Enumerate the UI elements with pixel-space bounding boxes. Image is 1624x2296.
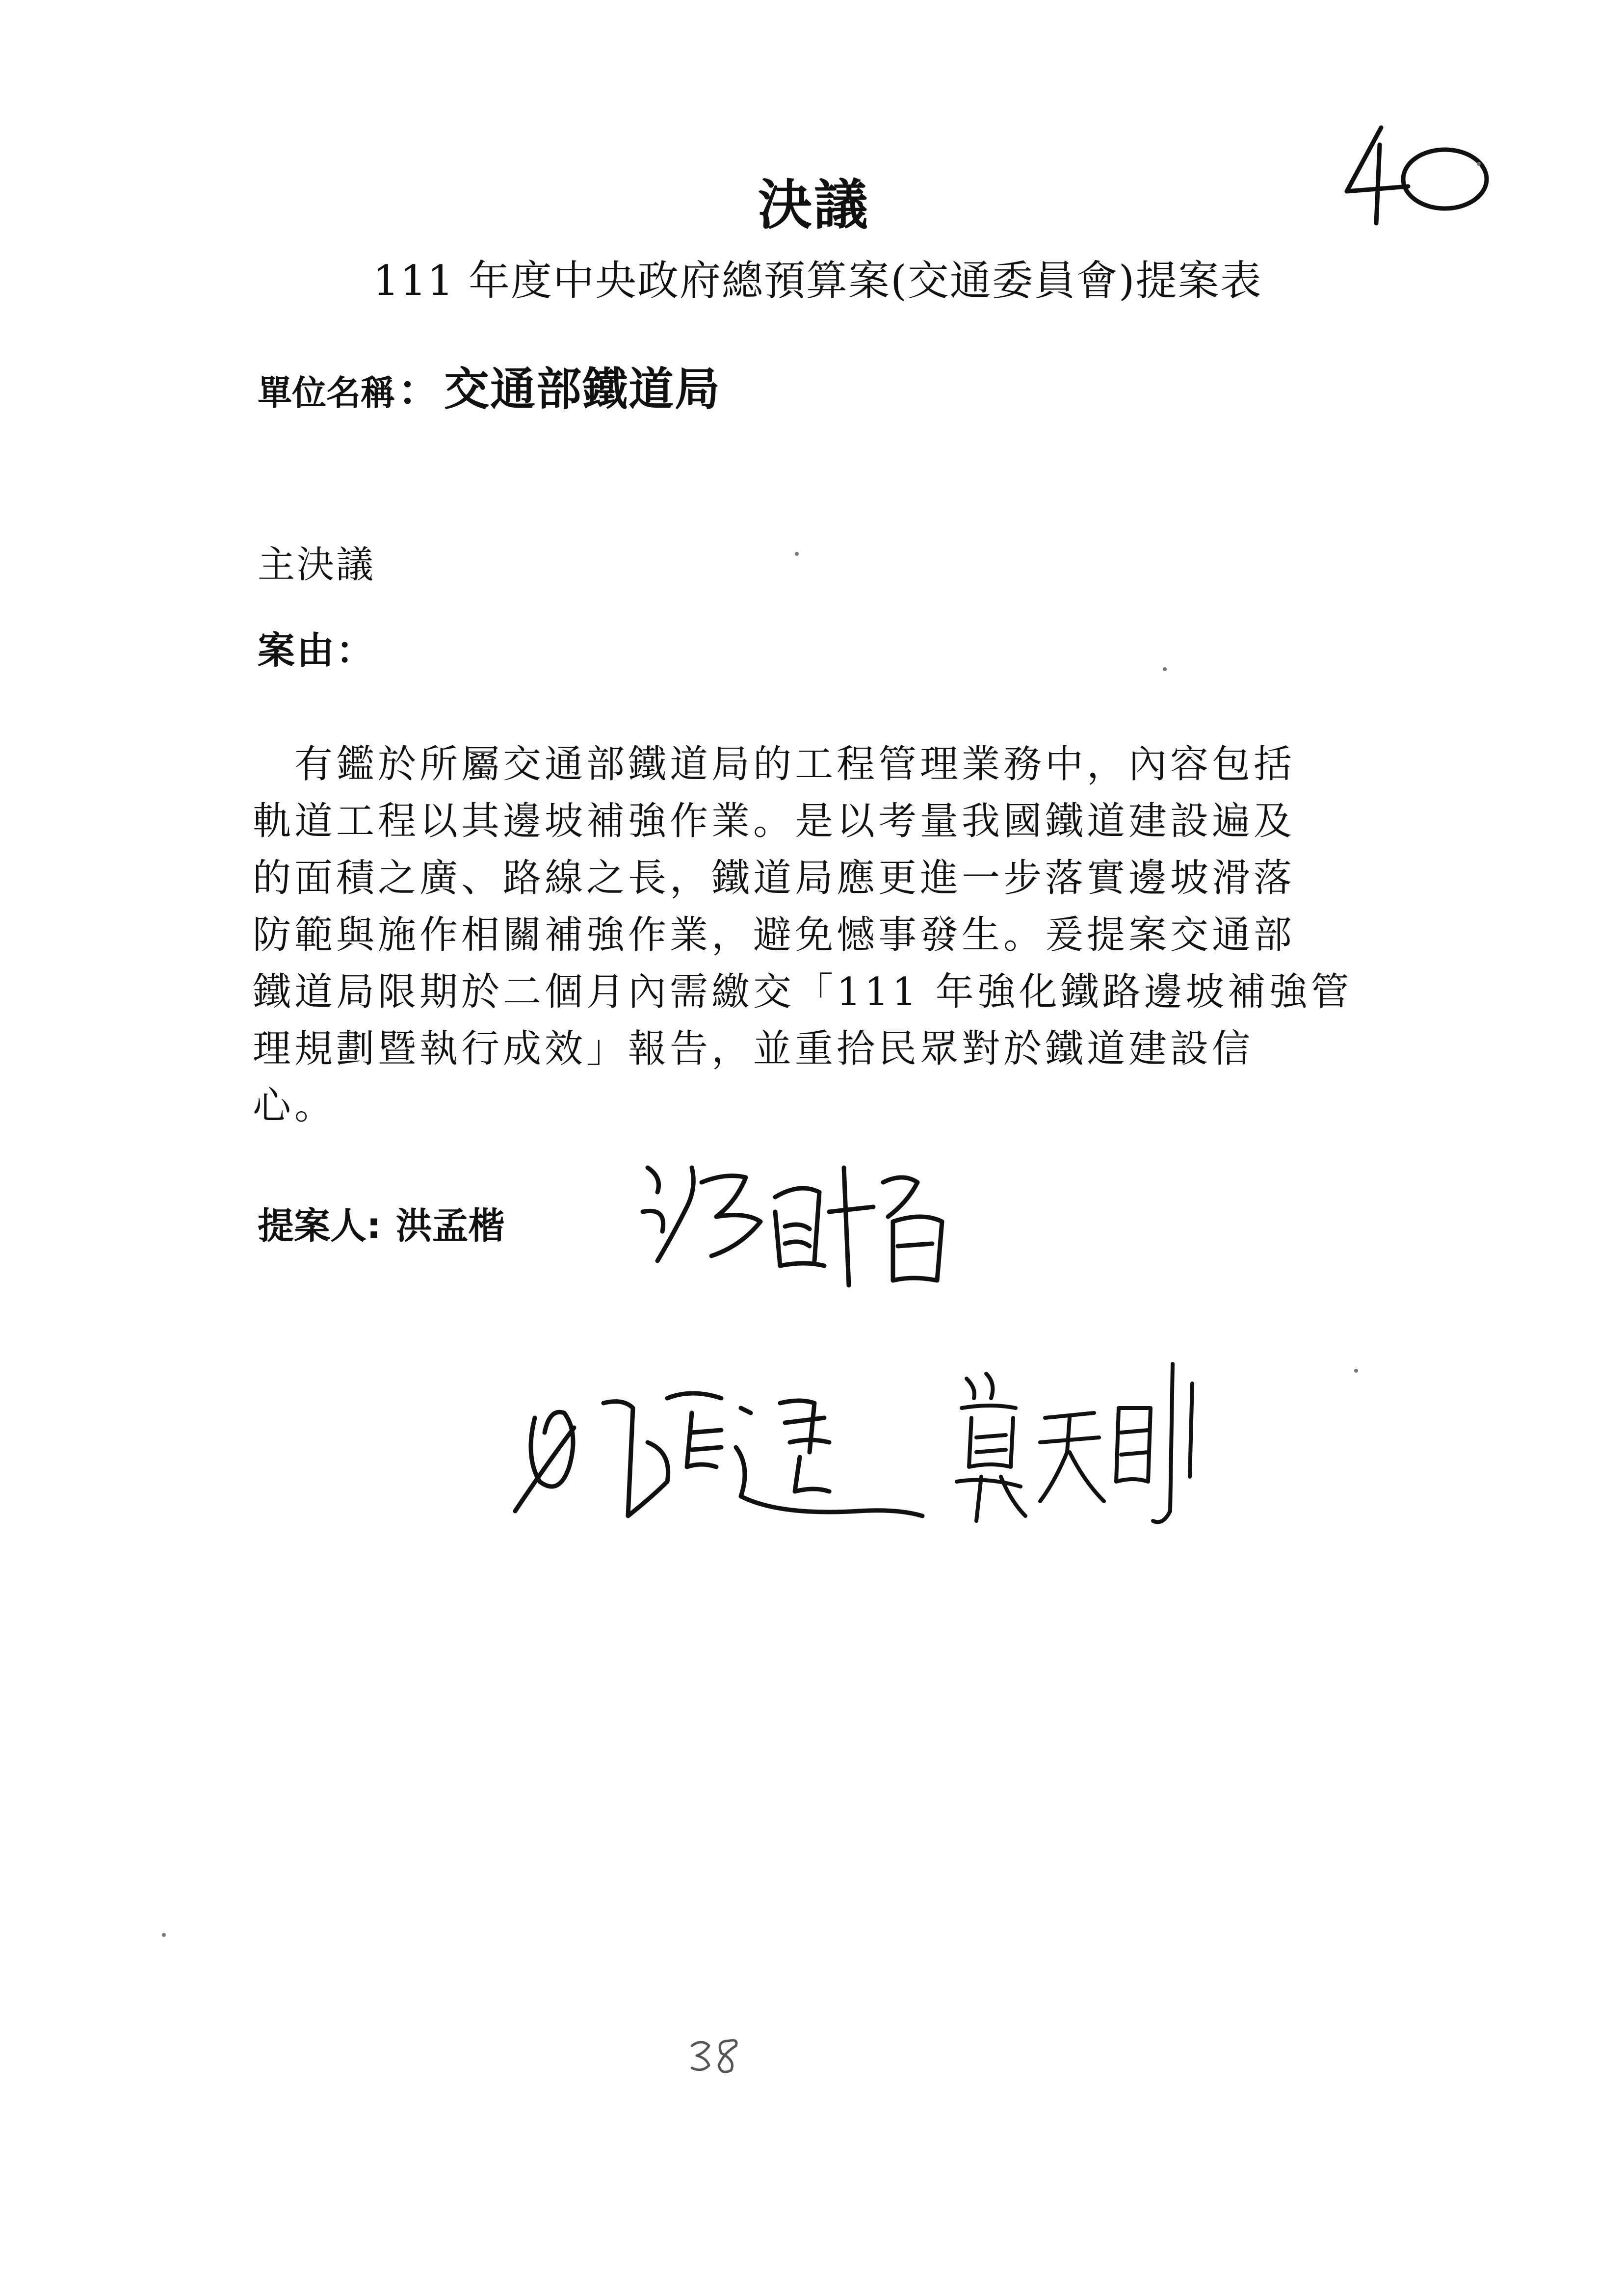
unit-label: 單位名稱 (258, 373, 395, 413)
case-reason-heading: 案由： (258, 628, 375, 672)
proposer-row (258, 1197, 505, 1249)
unit-name-row (258, 353, 721, 418)
proposer-name: 洪孟楷 (395, 1205, 505, 1247)
body-line: 鐵道局限期於二個月內需繳交「111 年強化鐵路邊坡補強管 (253, 970, 1353, 1014)
body-line: 防範與施作相關補強作業，避免憾事發生。爰提案交通部 (253, 913, 1296, 957)
proposer-label: 提案人: (258, 1205, 381, 1247)
scan-speck (1163, 667, 1167, 671)
scan-speck (162, 1933, 166, 1937)
body-line: 的面積之廣、路線之長，鐵道局應更進一步落實邊坡滑落 (253, 856, 1296, 900)
signature-1 (628, 1138, 981, 1300)
handwritten-mark (687, 2026, 751, 2080)
body-line: 軌道工程以其邊坡補強作業。是以考量我國鐵道建設遍及 (253, 799, 1296, 843)
case-body (253, 736, 1391, 1134)
body-line: 理規劃暨執行成效」報告，並重拾民眾對於鐵道建設信 (253, 1027, 1254, 1071)
unit-value: 交通部鐵道局 (444, 363, 721, 416)
handwritten-page-number (1335, 118, 1492, 231)
signature-3 (947, 1354, 1212, 1540)
body-line: 心。 (253, 1084, 337, 1128)
scan-speck (795, 552, 799, 556)
unit-colon: ： (398, 366, 440, 415)
body-line: 有鑑於所屬交通部鐵道局的工程管理業務中，內容包括 (253, 742, 1296, 786)
document-title: 111 年度中央政府總預算案(交通委員會)提案表 (373, 257, 1262, 305)
signature-2 (505, 1369, 937, 1531)
main-resolution-heading: 主決議 (258, 543, 375, 586)
scan-speck (1354, 1369, 1358, 1373)
scan-speck (1477, 162, 1481, 166)
resolution-stamp: 決議 (758, 173, 870, 236)
